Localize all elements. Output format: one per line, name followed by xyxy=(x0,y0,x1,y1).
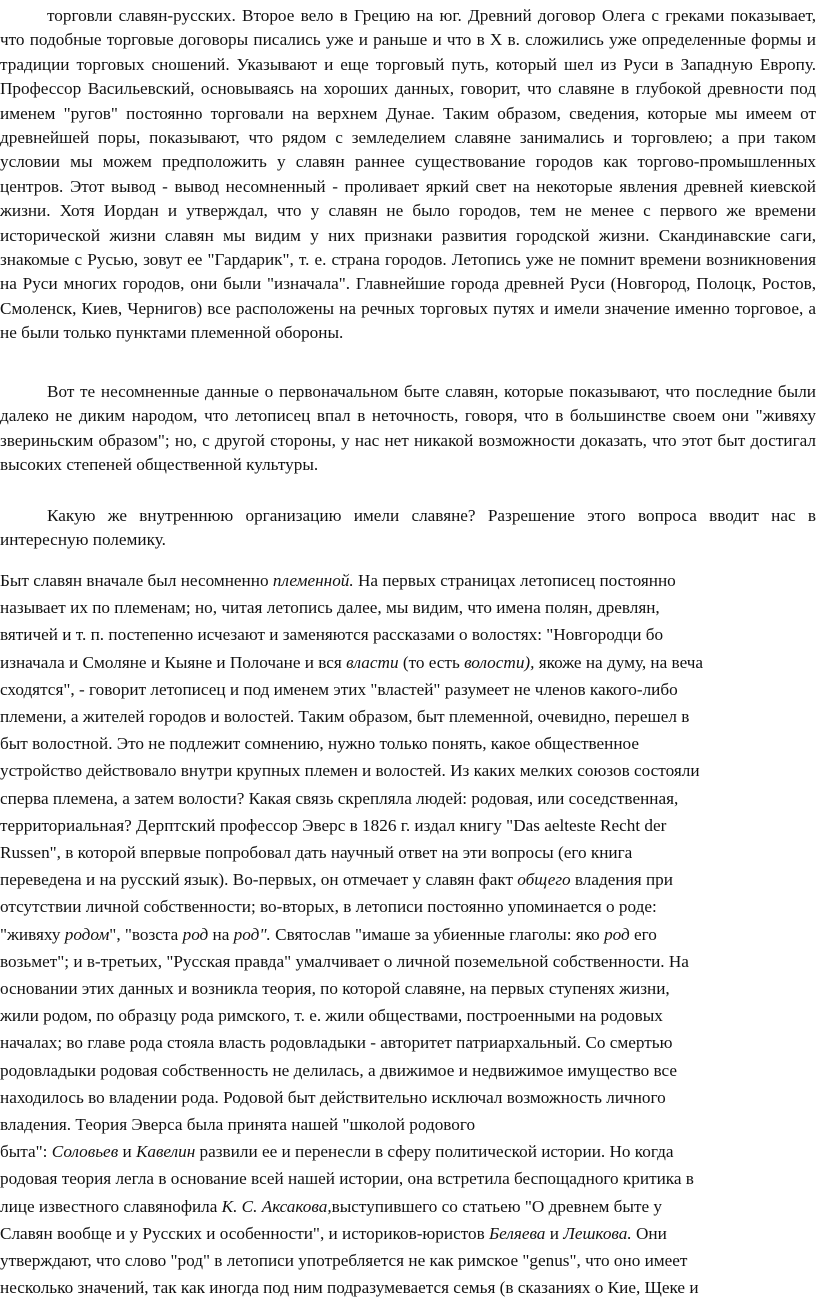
text-line: вятичей и т. п. постепенно исчезают и заменяются рассказами о волостях: "Новгородци бо xyxy=(0,625,664,645)
text-line: сходятся", - говорит летописец и под именем этих "властей" разумеет не членов какого-либо xyxy=(0,679,678,699)
italic-term: волости), xyxy=(464,652,535,672)
italic-term: Лешкова. xyxy=(563,1223,632,1243)
text-line: началах; во главе рода стояла власть родовладыки - авторитет патриархальный. Со смертью xyxy=(0,1033,673,1053)
text-line: устройство действовало внутри крупных племен и волостей. Из каких мелких союзов состояли xyxy=(0,761,700,781)
italic-term: власти xyxy=(346,652,399,672)
text-run: (то есть xyxy=(398,652,465,672)
text-run: Славян вообще и у Русских и особенности", и историков-юристов xyxy=(0,1223,489,1243)
italic-term: Беляева xyxy=(489,1223,546,1243)
text-line: несколько значений, так как иногда под ним подразумевается семья (в сказаниях о Кие, Щеке и xyxy=(0,1278,699,1298)
italic-term: Кавелин xyxy=(135,1142,196,1162)
text-line: жили родом, по образцу рода римского, т. е. жили обществами, построенными на родовых xyxy=(0,1006,663,1026)
text-line: возьмет"; и в-третьих, "Русская правда" умалчивает о личной поземельной собственности. На xyxy=(0,951,689,971)
text-run: Быт славян вначале был несомненно xyxy=(0,571,273,590)
italic-term: род xyxy=(182,924,209,944)
text-run: На первых страницах летописец постоянно xyxy=(353,571,676,590)
text-run: ", "возста xyxy=(109,924,183,944)
text-line: родовладыки родовая собственность не делилась, а движимое и недвижимое имущество все xyxy=(0,1060,677,1080)
text-run: Они xyxy=(631,1223,667,1243)
text-line xyxy=(0,921,816,948)
text-line: отсутствии личной собственности; во-вторых, в летописи постоянно упоминается о роде: xyxy=(0,897,657,917)
paragraph-tribal-life xyxy=(0,567,816,1301)
italic-term: общего xyxy=(517,870,571,890)
text-line: находилось во владении рода. Родовой быт действительно исключал возможность личного xyxy=(0,1087,666,1107)
text-run: его xyxy=(629,924,657,944)
text-line: Russen", в которой впервые попробовал дать научный ответ на эти вопросы (его книга xyxy=(0,843,633,863)
text-run: развили ее и перенесли в сферу политической истории. Но когда xyxy=(195,1142,674,1162)
text-line: владения. Теория Эверса была принята нашей "школой родового xyxy=(0,1115,476,1135)
text-run: быта": xyxy=(0,1142,52,1162)
text-line: племени, а жителей городов и волостей. Таким образом, быт племенной, очевидно, перешел в xyxy=(0,707,690,727)
text-line xyxy=(0,1138,816,1165)
text-line xyxy=(0,1193,816,1220)
text-run: лице известного славянофила xyxy=(0,1196,222,1216)
paragraph-trade-and-cities: торговли славян-русских. Второе вело в Грецию на юг. Древний договор Олега с греками показывает, что подобные торговые договоры писались уже и раньше и что в X в. сложились уже определенные формы и традиции торговых сношений. Указывают и еще торговый путь, который шел из Руси в Западную Европу. Профессор Васильевский, основываясь на хороших данных, говорит, что славяне в глубокой древности под именем "ругов" постоянно торговали на верхнем Дунае. Таким образом, сведения, которые мы имеем от древнейшей поры, показывают, что рядом с земледелием славяне занимались и торговлею; а при таком условии мы можем предположить у славян раннее существование городов как торгово-промышленных центров. Этот вывод - вывод несомненный - проливает яркий свет на некоторые явления древней киевской жизни. Хотя Иордан и утверждал, что у славян не было городов, тем не менее с первого же времени исторической жизни славян мы видим у них признаки развития городской жизни. Скандинавские саги, знакомые с Русью, зовут ее "Гардарик", т. е. страна городов. Летопись уже не помнит времени возникновения на Руси многих городов, они были "изначала". Главнейшие города древней Руси (Новгород, Полоцк, Ростов, Смоленск, Киев, Чернигов) все расположены на речных торговых путях и имели значение именно торговое, а не были только пунктами племенной обороны. xyxy=(0,6,816,343)
text-line: называет их по племенам; но, читая летопись далее, мы видим, что имена полян, древлян, xyxy=(0,598,660,618)
text-run: на xyxy=(208,924,234,944)
text-line xyxy=(0,567,816,594)
text-run: якоже на думу, на веча xyxy=(534,652,704,672)
text-line: быт волостной. Это не подлежит сомнению, нужно только понять, какое общественное xyxy=(0,734,639,754)
text-run: изначала и Смоляне и Кыяне и Полочане и вся xyxy=(0,652,347,672)
text-line: сперва племена, а затем волости? Какая связь скрепляла людей: родовая, или соседственная, xyxy=(0,788,679,808)
text-run: и xyxy=(118,1142,136,1162)
italic-term: К. С. Аксакова, xyxy=(221,1196,332,1216)
italic-term: род". xyxy=(233,924,271,944)
text-line xyxy=(0,649,816,676)
italic-term: род xyxy=(604,924,630,944)
text-run: "живяху xyxy=(0,924,65,944)
text-line: родовая теория легла в основание всей нашей истории, она встретила беспощадного критика в xyxy=(0,1169,694,1189)
text-run: выступившего со статьею "О древнем быте у xyxy=(331,1196,662,1216)
italic-term: племенной. xyxy=(272,571,354,590)
text-run: переведена и на русский язык). Во-первых, он отмечает у славян факт xyxy=(0,870,518,890)
paragraph-organization-question: Какую же внутреннюю организацию имели славяне? Разрешение этого вопроса вводит нас в интересную полемику. xyxy=(0,506,816,550)
italic-term: Соловьев xyxy=(51,1142,119,1162)
italic-term: родом xyxy=(64,924,110,944)
paragraph-primary-life: Вот те несомненные данные о первоначальном быте славян, которые показывают, что последние были далеко не диким народом, что летописец впал в неточность, говоря, что в большинстве своем они "живяху звериньским образом"; но, с другой стороны, у нас нет никакой возможности доказать, что этот быт достигал высоких степеней общественной культуры. xyxy=(0,382,816,475)
text-line: утверждают, что слово "род" в летописи употребляется не как римское "genus", что оно имеет xyxy=(0,1251,688,1271)
text-run: владения при xyxy=(570,870,673,890)
text-line: основании этих данных и возникла теория, по которой славяне, на первых ступенях жизни, xyxy=(0,979,670,999)
text-line xyxy=(0,866,816,893)
text-line: территориальная? Дерптский профессор Эверс в 1826 г. издал книгу "Das aelteste Recht der xyxy=(0,815,667,835)
text-run: и xyxy=(545,1223,564,1243)
text-run: Святослав "имаше за убиенные глаголы: яко xyxy=(270,924,605,944)
text-line xyxy=(0,1220,816,1247)
